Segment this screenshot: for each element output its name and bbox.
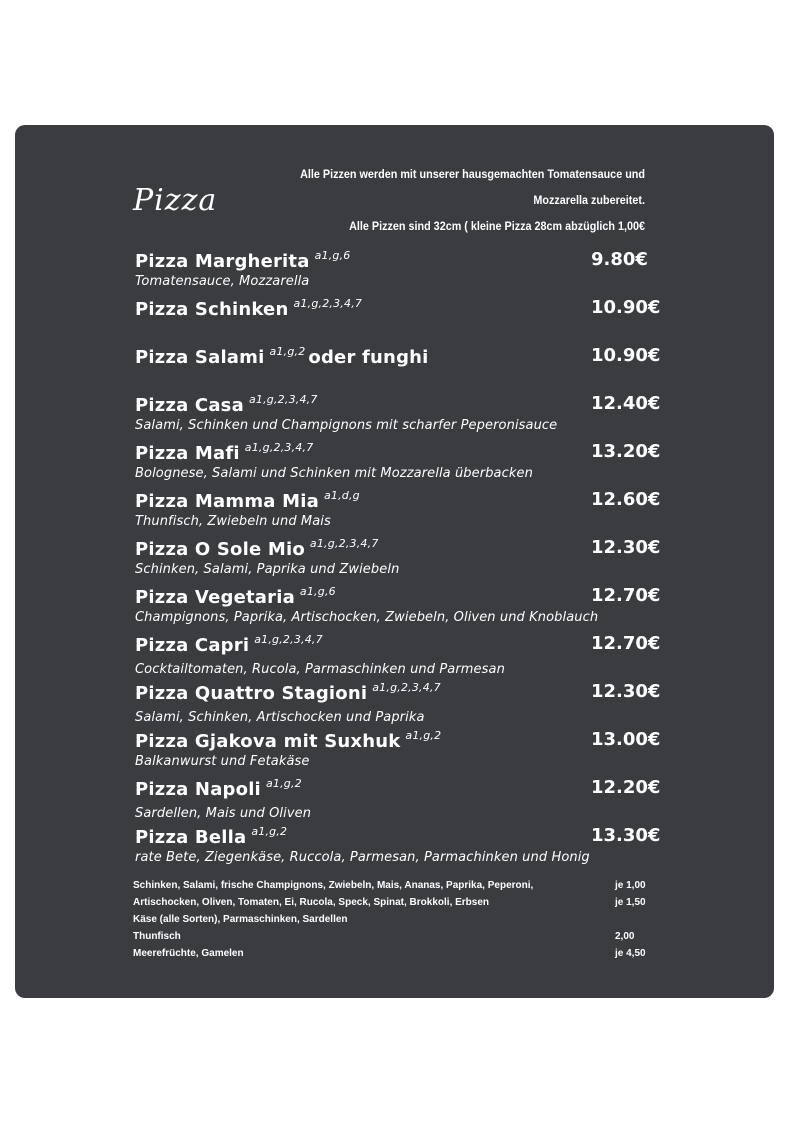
item-price: 12.20€ [591,777,661,798]
menu-item-gjakova [135,729,675,769]
item-price: 12.40€ [591,393,661,414]
item-name: Pizza Casa [135,395,244,416]
section-title: Pizza [133,183,218,218]
extras-text: Käse (alle Sorten), Parmaschinken, Sardellen [133,914,348,925]
menu-item-schinken [135,297,675,320]
menu-item-bella [135,825,675,865]
item-price: 13.20€ [591,441,661,462]
extras-list [133,877,663,962]
intro-line: Alle Pizzen sind 32cm ( kleine Pizza 28cm abzüglich 1,00€ [349,219,645,233]
extras-row [133,945,663,962]
menu-item-mamma-mia [135,489,675,529]
extras-price: je 4,50 [615,948,646,959]
item-name: Pizza Bella [135,827,247,848]
intro-text [249,161,645,239]
menu-item-salami [135,345,675,368]
item-name: Pizza Gjakova mit Suxhuk [135,731,401,752]
item-description: Champignons, Paprika, Artischocken, Zwiebeln, Oliven und Knoblauch [135,610,599,625]
extras-row [133,911,663,928]
item-description: Salami, Schinken, Artischocken und Paprika [135,710,425,725]
item-name: Pizza Mamma Mia [135,491,319,512]
item-description: Tomatensauce, Mozzarella [135,274,310,289]
item-name: Pizza Capri [135,635,250,656]
item-description: Schinken, Salami, Paprika und Zwiebeln [135,562,400,577]
allergen-codes: a1,g,6 [314,249,351,262]
menu-panel [15,125,774,998]
item-name: Pizza Quattro Stagioni [135,683,368,704]
allergen-codes: a1,g,2,3,4,7 [293,297,363,310]
item-name-suffix: oder funghi [308,347,429,368]
item-name: Pizza Margherita [135,251,310,272]
item-name: Pizza Mafi [135,443,240,464]
allergen-codes: a1,g,2 [265,777,302,790]
allergen-codes: a1,g,2,3,4,7 [254,633,323,646]
menu-item-o-sole-mio [135,537,675,577]
menu-item-margherita [135,249,675,289]
item-description: Sardellen, Mais und Oliven [135,806,312,821]
item-name: Pizza Napoli [135,779,261,800]
extras-text: Schinken, Salami, frische Champignons, Zwiebeln, Mais, Ananas, Paprika, Peperoni, [133,880,534,891]
item-price: 12.30€ [591,681,661,702]
intro-line: Alle Pizzen werden mit unserer hausgemachten Tomatensauce und [300,167,645,181]
menu-item-vegetaria [135,585,675,625]
item-description: Cocktailtomaten, Rucola, Parmaschinken und Parmesan [135,662,505,677]
allergen-codes: a1,d,g [323,489,360,502]
item-price: 10.90€ [591,297,661,318]
extras-text: Meerefrüchte, Gamelen [133,948,244,959]
allergen-codes: a1,g,6 [299,585,336,598]
extras-price: je 1,50 [615,897,646,908]
item-name: Pizza O Sole Mio [135,539,305,560]
item-description: Salami, Schinken und Champignons mit scharfer Peperonisauce [135,418,558,433]
item-price: 12.70€ [591,633,661,654]
menu-item-napoli [135,777,675,821]
menu-item-mafi [135,441,675,481]
item-name: Pizza Salami [135,347,265,368]
extras-row [133,877,663,894]
menu-item-quattro-stagioni [135,681,675,725]
item-price: 12.30€ [591,537,661,558]
extras-price: 2,00 [615,931,635,942]
item-name: Pizza Schinken [135,299,289,320]
allergen-codes: a1,g,2,3,4,7 [244,441,314,454]
extras-price: je 1,00 [615,880,646,891]
item-description: rate Bete, Ziegenkäse, Ruccola, Parmesan, Parmachinken und Honig [135,850,590,865]
item-price: 10.90€ [591,345,661,366]
item-name: Pizza Vegetaria [135,587,295,608]
item-price: 12.70€ [591,585,661,606]
allergen-codes: a1,g,2 [269,345,306,358]
menu-item-casa [135,393,675,433]
extras-row [133,928,663,945]
intro-line: Mozzarella zubereitet. [533,193,645,207]
allergen-codes: a1,g,2 [251,825,288,838]
item-price: 9.80€ [591,249,648,270]
extras-text: Thunfisch [133,931,181,942]
item-price: 13.00€ [591,729,661,750]
extras-row [133,894,663,911]
allergen-codes: a1,g,2 [405,729,442,742]
item-description: Balkanwurst und Fetakäse [135,754,310,769]
allergen-codes: a1,g,2,3,4,7 [372,681,441,694]
extras-text: Artischocken, Oliven, Tomaten, Ei, Rucola, Speck, Spinat, Brokkoli, Erbsen [133,897,490,908]
item-price: 13.30€ [591,825,661,846]
allergen-codes: a1,g,2,3,4,7 [248,393,318,406]
item-price: 12.60€ [591,489,661,510]
item-description: Bolognese, Salami und Schinken mit Mozzarella überbacken [135,466,533,481]
menu-item-capri [135,633,675,677]
allergen-codes: a1,g,2,3,4,7 [309,537,379,550]
item-description: Thunfisch, Zwiebeln und Mais [135,514,331,529]
